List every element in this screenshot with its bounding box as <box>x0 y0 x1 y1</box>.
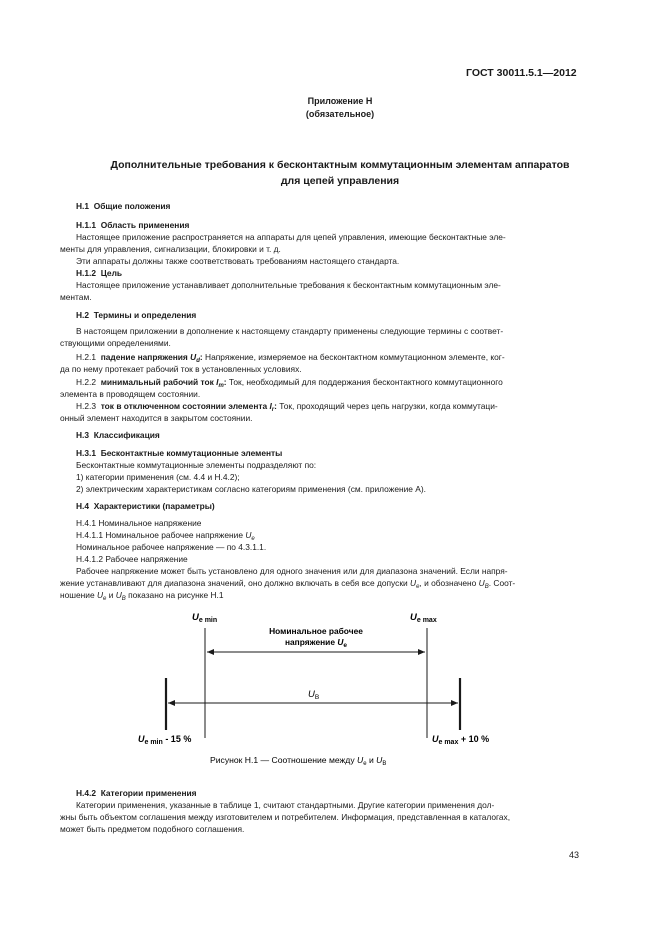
section-heading-h1-2: Н.1.2 Цель <box>76 268 123 278</box>
annex-status: (обязательное) <box>305 109 375 119</box>
paragraph-line: Номинальное рабочее напряжение — по 4.3.1.1. <box>76 542 267 552</box>
paragraph-line: да по нему протекает рабочий ток в установленных условиях. <box>60 364 302 374</box>
subsection-h4-1: Н.4.1 Номинальное напряжение <box>76 518 202 528</box>
paragraph-line: менты для управления, сигнализации, блокировки и т. д. <box>60 244 281 254</box>
section-heading-h1-1: Н.1.1 Область применения <box>76 220 190 230</box>
paragraph-line: ношение $U_е$ и $U_B$ показано на рисунке Н.1 <box>60 590 224 602</box>
section-heading-h4: Н.4 Характеристики (параметры) <box>76 501 215 511</box>
term-h2-1: Н.2.1 падение напряжения $U_d$: Напряжение, измеряемое на бесконтактном коммутационном элементе, ког- <box>76 352 505 364</box>
left-limit-label: $U_{e min} - 15$ % <box>138 734 192 746</box>
ue-max-label: $U_{e max}$ <box>410 612 437 624</box>
nominal-label-line-2: напряжение $U_e$ <box>284 637 348 649</box>
paragraph-line: элемента в проводящем состоянии. <box>60 389 201 399</box>
term-h2-2: Н.2.2 минимальный рабочий ток $I_m$: Ток, необходимый для поддержания бесконтактного коммутационного <box>76 377 503 389</box>
list-item: 1) категории применения (см. 4.4 и Н.4.2); <box>76 472 240 482</box>
main-title-line-1: Дополнительные требования к бесконтактным коммутационным элементам аппаратов <box>110 159 570 171</box>
document-header: ГОСТ 30011.5.1—2012 <box>466 67 577 79</box>
annex-title: Приложение Н <box>307 96 373 106</box>
paragraph-line: Бесконтактные коммутационные элементы подразделяют по: <box>76 460 317 470</box>
section-heading-h4-2: Н.4.2 Категории применения <box>76 788 197 798</box>
section-heading-h1: Н.1 Общие положения <box>76 201 171 211</box>
page-number: 43 <box>569 850 580 860</box>
paragraph-line: жны быть объектом соглашения между изготовителем и потребителем. Информация, представленная в каталогах, <box>60 812 511 822</box>
ub-label: $U_B$ <box>308 689 320 701</box>
paragraph-line: онный элемент находится в закрытом состоянии. <box>60 413 253 423</box>
subsection-h4-1-1: Н.4.1.1 Номинальное рабочее напряжение $U_e$ <box>76 530 255 542</box>
paragraph-line: Категории применения, указанные в таблице 1, считают стандартными. Другие категории применения дол- <box>76 800 495 810</box>
annex-heading <box>60 95 620 121</box>
nominal-label-line-1: Номинальное рабочее <box>269 626 363 636</box>
paragraph-line: Рабочее напряжение может быть установлено для одного значения или для диапазона значений. Если напря- <box>76 566 508 576</box>
paragraph-line: жение устанавливают для диапазона значений, оно должно включать в себя все допуски $U_е$, и обозначено $U_B$. Соот- <box>60 578 516 590</box>
section-heading-h2: Н.2 Термины и определения <box>76 310 197 320</box>
figure-h1-diagram <box>0 600 661 775</box>
ue-min-label: $U_{e min}$ <box>192 612 218 624</box>
list-item: 2) электрическим характеристикам согласно категориям применения (см. приложение А). <box>76 484 426 494</box>
paragraph-line: ментам. <box>60 292 92 302</box>
paragraph-line: может быть предметом подобного соглашения. <box>60 824 245 834</box>
right-limit-label: $U_{e max} + 10$ % <box>432 734 490 746</box>
main-title <box>60 157 620 189</box>
paragraph-line: Настоящее приложение распространяется на аппараты для цепей управления, имеющие бесконтактные эле- <box>76 232 506 242</box>
section-heading-h3: Н.3 Классификация <box>76 430 160 440</box>
section-heading-h3-1: Н.3.1 Бесконтактные коммутационные элементы <box>76 448 283 458</box>
paragraph-line: ствующими определениями. <box>60 338 171 348</box>
paragraph-line: Настоящее приложение устанавливает дополнительные требования к бесконтактным коммутационным эле- <box>76 280 501 290</box>
subsection-h4-1-2: Н.4.1.2 Рабочее напряжение <box>76 554 188 564</box>
term-h2-3: Н.2.3 ток в отключенном состоянии элемента $I_r$: Ток, проходящий через цепь нагрузки, когда коммутаци- <box>76 401 498 413</box>
figure-caption: Рисунок Н.1 — Соотношение между $U_e$ и $U_B$ <box>210 755 387 767</box>
main-title-line-2: для цепей управления <box>280 175 400 187</box>
paragraph-line: В настоящем приложении в дополнение к настоящему стандарту применены следующие термины с соответ- <box>76 326 504 336</box>
paragraph-line: Эти аппараты должны также соответствовать требованиям настоящего стандарта. <box>76 256 400 266</box>
